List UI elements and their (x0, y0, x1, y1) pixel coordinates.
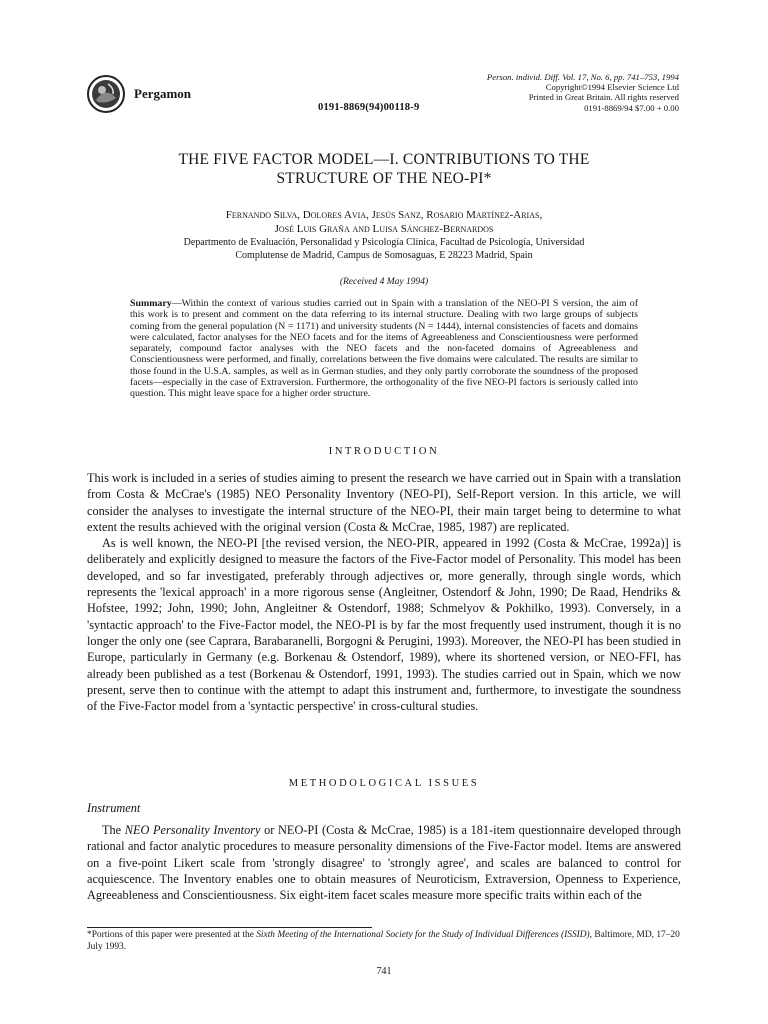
methods-text-pre: The (102, 823, 125, 837)
page-number: 741 (376, 966, 392, 977)
footnote (87, 930, 681, 953)
author-list (0, 208, 768, 236)
inventory-name: NEO Personality Inventory (124, 823, 261, 837)
abstract-label: Summary (130, 298, 172, 309)
article-issn: 0191-8869(94)00118-9 (318, 102, 420, 113)
affiliation-line-2: Complutense de Madrid, Campus de Somosaguas, E 28223 Madrid, Spain (235, 249, 533, 261)
affiliation (0, 237, 768, 262)
copyright-line: Copyright©1994 Elsevier Science Ltd (545, 82, 679, 93)
affiliation-line-1: Departmento de Evaluación, Personalidad y Psicología Clínica, Facultad de Psicología, Universidad (183, 237, 585, 248)
methods-text-post: or NEO-PI (Costa & McCrae, 1985) is a 181-item questionnaire developed through rational and factor analytic procedures to measure personality dimensions of the Five-Factor model. Items are answered on a five-point Likert scale from 'strongly disagree' to 'strongly agree', and scales are balanced to control for acquiescence. The Inventory enables one to obtain measures of Neuroticism, Extraversion, Openness to Experience, Agreeableness and Conscientiousness. Six eight-item facet scales measure more specific traits within each of the (87, 823, 681, 903)
abstract (130, 298, 638, 399)
paper-title (0, 150, 768, 188)
introduction-body (87, 470, 681, 714)
title-line-1: THE FIVE FACTOR MODEL—I. CONTRIBUTIONS TO THE (178, 151, 590, 168)
authors-line-1: Fernando Silva, Dolores Avia, Jesús Sanz, Rosario Martínez-Arias, (225, 209, 543, 221)
methods-paragraph-1 (87, 822, 681, 903)
methods-body (87, 822, 681, 903)
footnote-rule (87, 927, 372, 928)
subsection-heading-instrument: Instrument (87, 801, 141, 815)
publisher-name: Pergamon (134, 86, 192, 101)
title-line-2: STRUCTURE OF THE NEO-PI* (276, 170, 492, 187)
price-line: 0191-8869/94 $7.00 + 0.00 (584, 102, 679, 113)
authors-line-2: José Luis Graña and Luisa Sánchez-Bernardos (274, 223, 494, 235)
section-heading-introduction: INTRODUCTION (328, 446, 440, 457)
received-date: (Received 4 May 1994) (339, 277, 429, 287)
abstract-text: —Within the context of various studies carried out in Spain with a translation of the NEO-PI S version, the aim of this work is to present and comment on the data referring to its internal structure. Dealing with two large groups of subjects coming from the general population (N = 1171) and university students (N = 1444), internal consistencies of facets and domains were calculated, factor analyses for the NEO facets and for the items of Agreeableness and Conscientiousness were performed separately, compound factor analyses with the NEO facets and the non-faceted domains of Agreeableness and Conscientiousness were performed, and finally, correlations between the five domains were calculated. The results are similar to those found in the U.S.A. samples, as well as in German studies, and they only partly corroborate the soundness of the proposed facets—especially in the case of Extraversion. Furthermore, the orthogonality of the five NEO-PI factors is seriously called into question. This might leave space for a higher order structure. (130, 298, 638, 399)
printed-line: Printed in Great Britain. All rights reserved (528, 92, 679, 103)
introduction-paragraph-2: As is well known, the NEO-PI [the revised version, the NEO-PIR, appeared in 1992 (Costa & McCrae, 1992a)] is deliberately and explicitly designed to measure the factors of the Five-Factor model of Personality. This model has been developed, and so far investigated, preferably through adjectives or, more generally, through single words, which represents the 'lexical approach' in a more rigorous sense (Angleitner, Ostendorf & John, 1990; De Raad, Hendriks & Hofstee, 1992; John, 1990; John, Angleitner & Ostendorf, 1988; Schmelyov & Pokhilko, 1993). Conversely, in a 'syntactic approach' to the Five-Factor model, the NEO-PI is by far the most frequently used instrument, though it is no longer the only one (see Caprara, Barabaranelli, Borgogni & Perugini, 1993). Moreover, the NEO-PI has been studied in Europe, particularly in Germany (e.g. Borkenau & Ostendorf, 1989), where its shortened version, or NEO-FFI, has already been published as a test (Borkenau & Ostendorf, 1991, 1993). The studies carried out in Spain, which we now present, serve then to continue with the attempt to adapt this instrument and, furthermore, to investigate the soundness of the Five-Factor model from a 'syntactic perspective' in cross-cultural studies. (87, 536, 681, 714)
journal-info (487, 72, 679, 113)
section-heading-methods: METHODOLOGICAL ISSUES (288, 778, 480, 789)
introduction-paragraph-1: This work is included in a series of studies aiming to present the research we have carried out in Spain with a translation from Costa & McCrae's (1985) NEO Personality Inventory (NEO-PI), Self-Report version. In this article, we will consider the analyses to investigate the internal structure of the NEO-PI, their main target being to determine to what extent the results achieved with the original version (Costa & McCrae, 1985, 1987) are replicated. (87, 471, 681, 534)
journal-citation: Person. individ. Diff. Vol. 17, No. 6, pp. 741–753, 1994 (486, 72, 679, 82)
publisher-logo (86, 74, 126, 114)
footnote-post: , Baltimore, MD, 17–20 July 1993. (87, 930, 680, 952)
footnote-meeting: Sixth Meeting of the International Society for the Study of Individual Differences (ISSID) (256, 930, 590, 940)
footnote-pre: *Portions of this paper were presented at the (87, 930, 257, 940)
